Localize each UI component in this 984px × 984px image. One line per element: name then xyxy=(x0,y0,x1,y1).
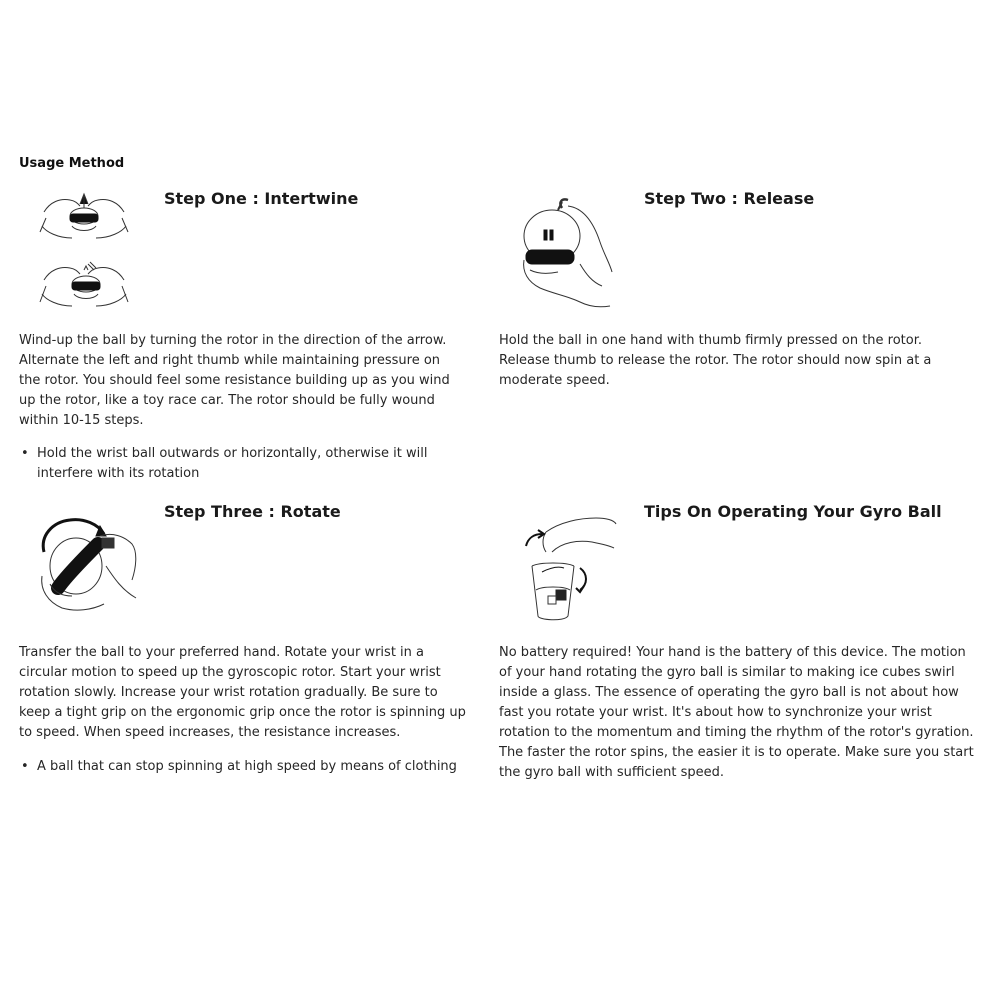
bullet-dot-icon: • xyxy=(21,759,29,774)
step-three-bullet-text: A ball that can stop spinning at high speed by means of clothing xyxy=(37,759,457,774)
step-one-illustration xyxy=(36,182,132,314)
bullet-dot-icon: • xyxy=(21,446,29,461)
step-three-title: Step Three : Rotate xyxy=(164,502,341,521)
tips-title: Tips On Operating Your Gyro Ball xyxy=(644,502,942,521)
page-title: Usage Method xyxy=(19,156,125,171)
step-three-illustration xyxy=(36,506,140,618)
hand-rotating-ball-icon xyxy=(36,506,140,618)
step-two-title: Step Two : Release xyxy=(644,189,815,208)
step-one-bullet-text: Hold the wrist ball outwards or horizontally, otherwise it will interfere with its rotation xyxy=(37,446,428,481)
tips-illustration xyxy=(522,512,618,624)
hand-holding-ball-icon xyxy=(518,194,618,312)
step-two-description: Hold the ball in one hand with thumb firmly pressed on the rotor. Release thumb to release the rotor. The rotor should now spin at a moderate speed. xyxy=(499,333,932,388)
step-two-illustration xyxy=(518,194,618,312)
step-one-title: Step One : Intertwine xyxy=(164,189,359,208)
step-one-description: Wind-up the ball by turning the rotor in the direction of the arrow. Alternate the left and right thumb while maintaining pressure on the rotor. You should feel some resistance building up as you wind up the rotor, like a toy race car. The rotor should be fully wound within 10-15 steps. xyxy=(19,333,450,428)
step-three-description: Transfer the ball to your preferred hand. Rotate your wrist in a circular motion to speed up the gyroscopic rotor. Start your wrist rotation slowly. Increase your wrist rotation gradually. Be sure to keep a tight grip on the ergonomic grip once the rotor is spinning up to speed. When speed increases, the resistance increases. xyxy=(19,645,466,740)
step-three-bullet xyxy=(19,757,477,777)
step-one-bullet xyxy=(19,444,447,484)
hand-swirling-glass-icon xyxy=(522,512,618,624)
tips-description: No battery required! Your hand is the battery of this device. The motion of your hand rotating the gyro ball is similar to making ice cubes swirl inside a glass. The essence of operating the gyro ball is not about how fast you rotate your wrist. It's about how to synchronize your wrist rotation to the momentum and timing the rhythm of the rotor's gyration. The faster the rotor spins, the easier it is to operate. Make sure you start the gyro ball with sufficient speed. xyxy=(499,645,974,780)
hands-winding-rotor-icon xyxy=(36,182,132,314)
